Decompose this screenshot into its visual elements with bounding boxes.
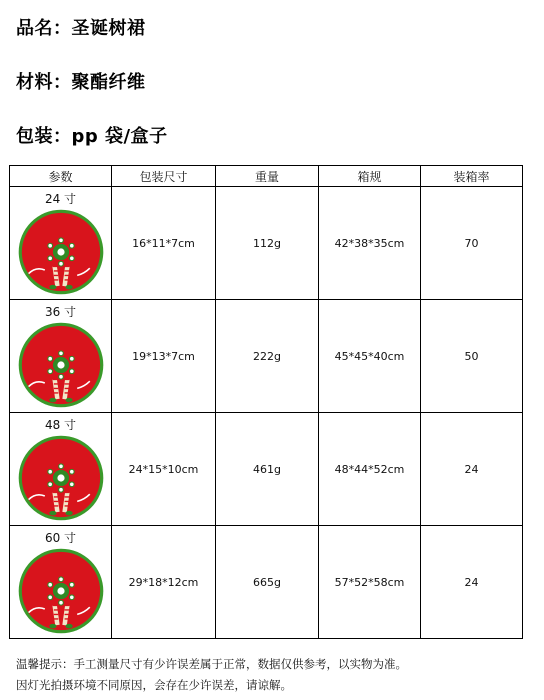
product-material: 材料：聚酯纤维 [16,72,146,93]
weight-cell: 461g [216,413,319,526]
size-label: 48 寸 [44,417,77,432]
header-row [10,166,523,187]
carton-qty-cell: 24 [421,526,523,639]
table-row [10,300,523,413]
tree-skirt-image [16,320,106,410]
package-size-cell: 19*13*7cm [112,300,216,413]
package-size-cell: 29*18*12cm [112,526,216,639]
param-cell [10,300,112,413]
tree-skirt-image [16,433,106,523]
param-cell [10,413,112,526]
package-size-cell: 16*11*7cm [112,187,216,300]
size-label: 36 寸 [44,304,77,319]
param-cell [10,526,112,639]
tree-skirt-image [16,546,106,636]
header-param: 参数 [10,166,112,187]
note-line-1: 温馨提示：手工测量尺寸有少许误差属于正常，数据仅供参考，以实物为准。 [16,657,407,671]
table-row [10,526,523,639]
header-carton-qty: 装箱率 [421,166,523,187]
carton-qty-cell: 70 [421,187,523,300]
weight-cell: 112g [216,187,319,300]
tree-skirt-image [16,207,106,297]
weight-cell: 222g [216,300,319,413]
product-name: 品名：圣诞树裙 [16,18,146,39]
carton-qty-cell: 24 [421,413,523,526]
header-package-size: 包装尺寸 [112,166,216,187]
header-weight: 重量 [216,166,319,187]
carton-size-cell: 48*44*52cm [319,413,421,526]
product-packaging: 包装：pp 袋/盒子 [16,126,168,147]
param-cell [10,187,112,300]
table-row [10,187,523,300]
size-label: 60 寸 [44,530,77,545]
size-label: 24 寸 [44,191,77,206]
package-size-cell: 24*15*10cm [112,413,216,526]
carton-size-cell: 45*45*40cm [319,300,421,413]
note-line-2: 因灯光拍摄环境不同原因，会存在少许误差，请谅解。 [16,678,292,692]
carton-size-cell: 57*52*58cm [319,526,421,639]
carton-size-cell: 42*38*35cm [319,187,421,300]
carton-qty-cell: 50 [421,300,523,413]
table-row [10,413,523,526]
weight-cell: 665g [216,526,319,639]
header-carton-size: 箱规 [319,166,421,187]
spec-table [9,165,523,639]
